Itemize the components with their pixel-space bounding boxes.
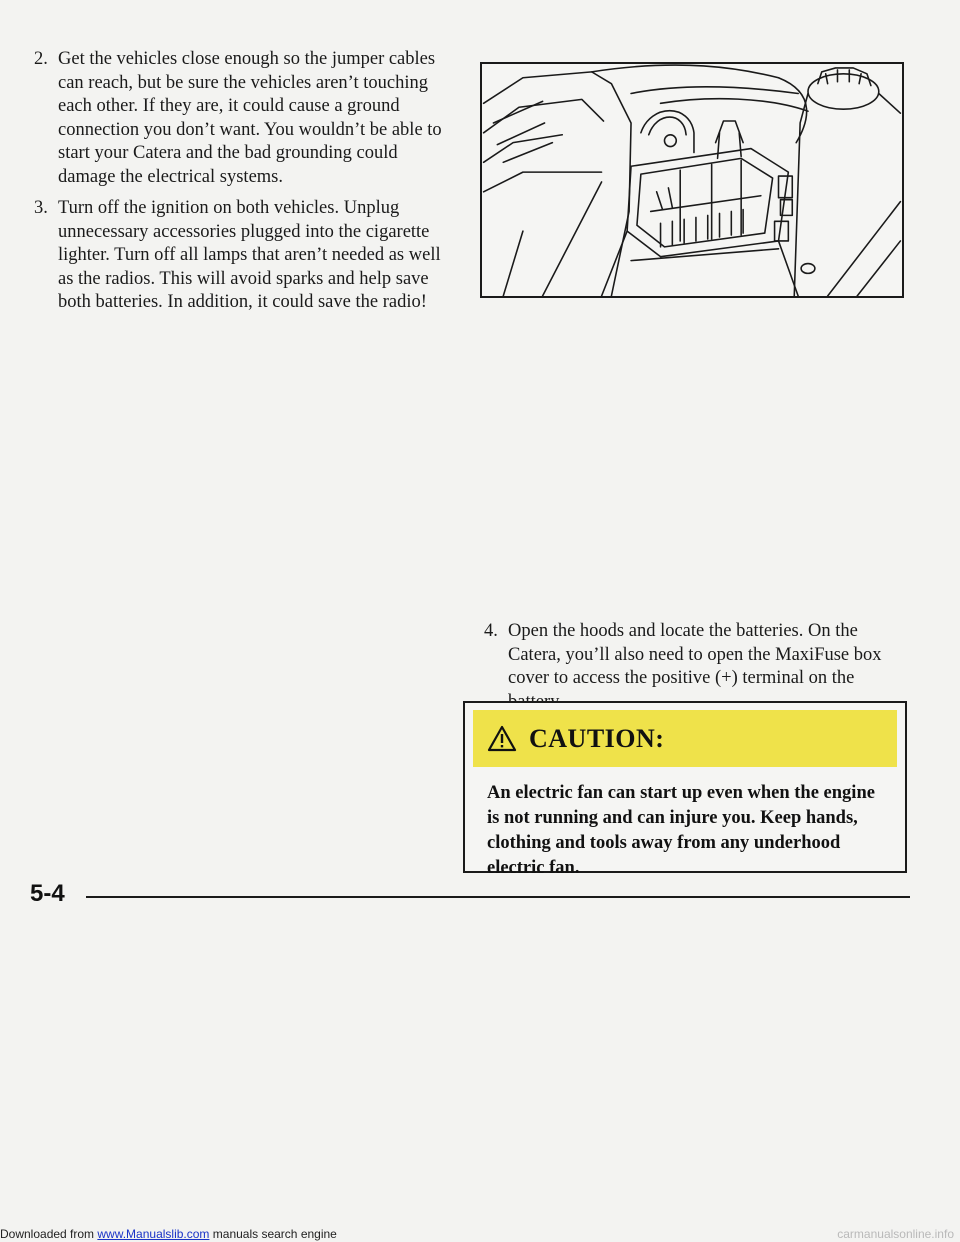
step-number: 2. [34,49,48,69]
step-text: Open the hoods and locate the batteries. On the Catera, you’ll also need to open the MaxiFuse box cover to access the positive (+) terminal on the [508,621,882,688]
step-4 [484,620,904,714]
page-number: 5-4 [30,880,65,907]
footer-suffix: manuals search engine [209,1227,337,1241]
caution-box [463,701,907,878]
watermark-text: carmanualsonline.info [837,1227,954,1241]
step-number: 3. [34,198,48,218]
step-text: Turn off the ignition on both vehicles. Unplug unnecessary accessories plugged into the cigarette lighter. Turn off all lamps that aren’t needed as well as the radios. This will avoid sparks and help save both batteries. In addition, it could save the radio! [58,198,441,312]
step-number: 4. [484,621,498,641]
manualslib-link[interactable]: www.Manualslib.com [97,1227,210,1241]
engine-bay-drawing [482,64,902,296]
step-3 [34,197,454,315]
footer-prefix: Downloaded from [0,1227,98,1241]
battery-maxifuse-illustration [480,62,904,298]
left-column [34,48,454,323]
caution-text: An electric fan can start up even when the engine is not running and can injure you. Keep hands, clothing and tools away from any underhood electric fan. [487,783,875,878]
caution-header [473,710,897,767]
page-rule-divider [86,896,910,898]
download-footer [0,1226,960,1242]
caution-label: CAUTION: [529,723,665,753]
step-2 [34,48,454,189]
step-text: Get the vehicles close enough so the jumper cables can reach, but be sure the vehicles aren’t touching each other. If they are, it could cause a ground connection you don’t want. You wouldn’t be able to start your Catera and the bad grounding could damage the electrical systems. [58,49,442,187]
warning-triangle-icon [487,725,517,752]
